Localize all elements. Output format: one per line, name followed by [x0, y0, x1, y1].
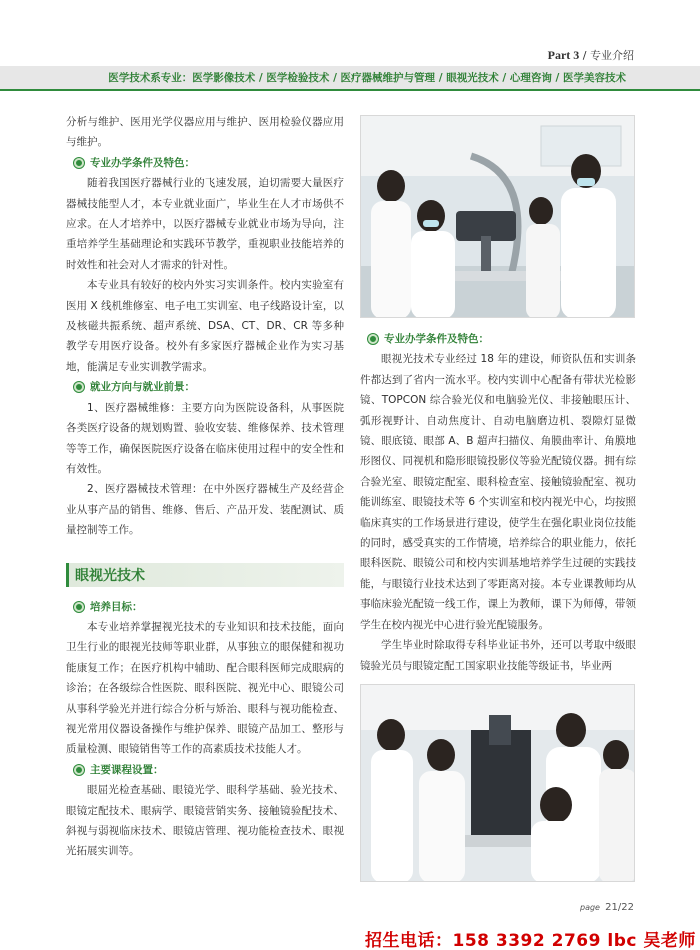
bullet-icon: [74, 765, 84, 775]
employment-paragraph-1: 1、医疗器械维修：主要方向为医院设备科，从事医院各类医疗设备的规划购置、验收安装、维修保养、技术管理等等工作，确保医院医疗设备在临床使用过程中的安全性和有效性。: [66, 401, 344, 475]
bullet-icon: [74, 158, 84, 168]
conditions-paragraph-1: 随着我国医疗器械行业的飞速发展，迫切需要大量医疗器械技能型人才，本专业就业面广，毕业生在人才市场供不应求。在人才培养中，以医疗器械专业就业市场为导向，注重培养学生基础理论和实践环节教学，重视职业技能培养的时效性和社会对人才需求的针对性。: [66, 177, 344, 271]
conditions-paragraph-2: 本专业具有较好的校内外实习实训条件。校内实验室有医用 X 线机维修室、电子电工实训室、电子线路设计室，以及核磁共振系统、超声系统、DSA、CT、DR、CR 等多种教学专用医疗设备。校外有多家医疗器械企业作为实习基地，能满足专业实训教学需求。: [66, 279, 344, 373]
major-band-text: 医学技术系专业：医学影像技术 / 医学检验技术 / 医疗器械维护与管理 / 眼视光技术 / 心理咨询 / 医学美容技术: [108, 72, 626, 84]
course-paragraph: 眼屈光检查基础、眼镜光学、眼科学基础、验光技术、眼镜定配技术、眼病学、眼镜营销实务、接触镜验配技术、斜视与弱视临床技术、眼镜店管理、视功能检查技术、眼视光拓展实训等。: [66, 784, 344, 858]
part-section: 专业介绍: [590, 49, 634, 62]
bullet-icon: [368, 334, 378, 344]
students-slit-lamp-photo-icon: [361, 685, 635, 882]
page-number: page 21/22: [580, 902, 634, 913]
students-optometry-photo-icon: [361, 116, 635, 318]
left-column: [66, 112, 344, 862]
classroom-photo-2: [360, 684, 635, 882]
part-header: Part 3 / 专业介绍: [547, 48, 634, 62]
employment-heading: 就业方向与就业前景：: [74, 377, 344, 397]
course-heading: 主要课程设置：: [74, 760, 344, 780]
bullet-icon: [74, 602, 84, 612]
right-paragraph-1: 眼视光技术专业经过 18 年的建设，师资队伍和实训条件都达到了省内一流水平。校内实训中心配备有带状光检影镜、TOPCON 综合验光仪和电脑验光仪、非接触眼压计、弧形视野计、自动焦度计、自动电脑磨边机、裂隙灯显微镜、眼底镜、眼部 A、B 超声扫描仪、角膜曲率计、角膜地形图仪、同视机和隐形眼镜投影仪等验光配镜仪器。拥有综合验光室、眼镜定配室、眼科检查室、接触镜验配室、视功能训练室、眼镜技术等 6 个实训室和校内视光中心，均按照临床真实的工作场景进行建设，使学生在强化职业岗位技能的同时，感受真实的工作情境，培养综合的职业能力，依托眼科医院、眼镜公司和校内实训基地培养学生过硬的实践技能，与眼镜行业技术达到了零距离对接。本专业课教师均从事临床验光配镜一线工作，课上为教师，课下为师傅，带领学生在校内视光中心进行验光配镜服务。: [360, 353, 636, 631]
bullet-icon: [74, 382, 84, 392]
right-paragraph-2: 学生毕业时除取得专科毕业证书外，还可以考取中级眼镜验光员与眼镜定配工国家职业技能等级证书，毕业两: [360, 639, 636, 672]
right-column: [360, 329, 636, 676]
classroom-photo-1: [360, 115, 635, 318]
right-conditions-heading: 专业办学条件及特色：: [368, 329, 636, 349]
major-band: [0, 66, 700, 91]
watermark-text: 招生电话：158 3392 2769 lbc 吴老师: [365, 931, 696, 950]
section-title: 眼视光技术: [66, 563, 344, 587]
employment-paragraph-2: 2、医疗器械技术管理：在中外医疗器械生产及经营企业从事产品的销售、维修、售后、产品开发、装配测试、质量控制等工作。: [66, 483, 344, 537]
goal-heading: 培养目标：: [74, 597, 344, 617]
conditions-heading: 专业办学条件及特色：: [74, 153, 344, 173]
part-number: Part 3: [547, 48, 580, 62]
intro-text: 分析与维护、医用光学仪器应用与维护、医用检验仪器应用与维护。: [66, 116, 344, 149]
goal-paragraph: 本专业培养掌握视光技术的专业知识和技术技能，面向卫生行业的眼视光技师等职业群，从事独立的眼保健和视功能康复工作；在医疗机构中辅助、配合眼科医师完成眼病的诊治；在各级综合性医院、眼科医院、视光中心、眼镜公司从事科学验光并进行综合分析与矫治、眼科与视功能检查、视光常用仪器设备操作与维护保养、眼镜产品加工、整形与质量检测、眼镜销售等工作的高素质技术技能人才。: [66, 620, 344, 756]
